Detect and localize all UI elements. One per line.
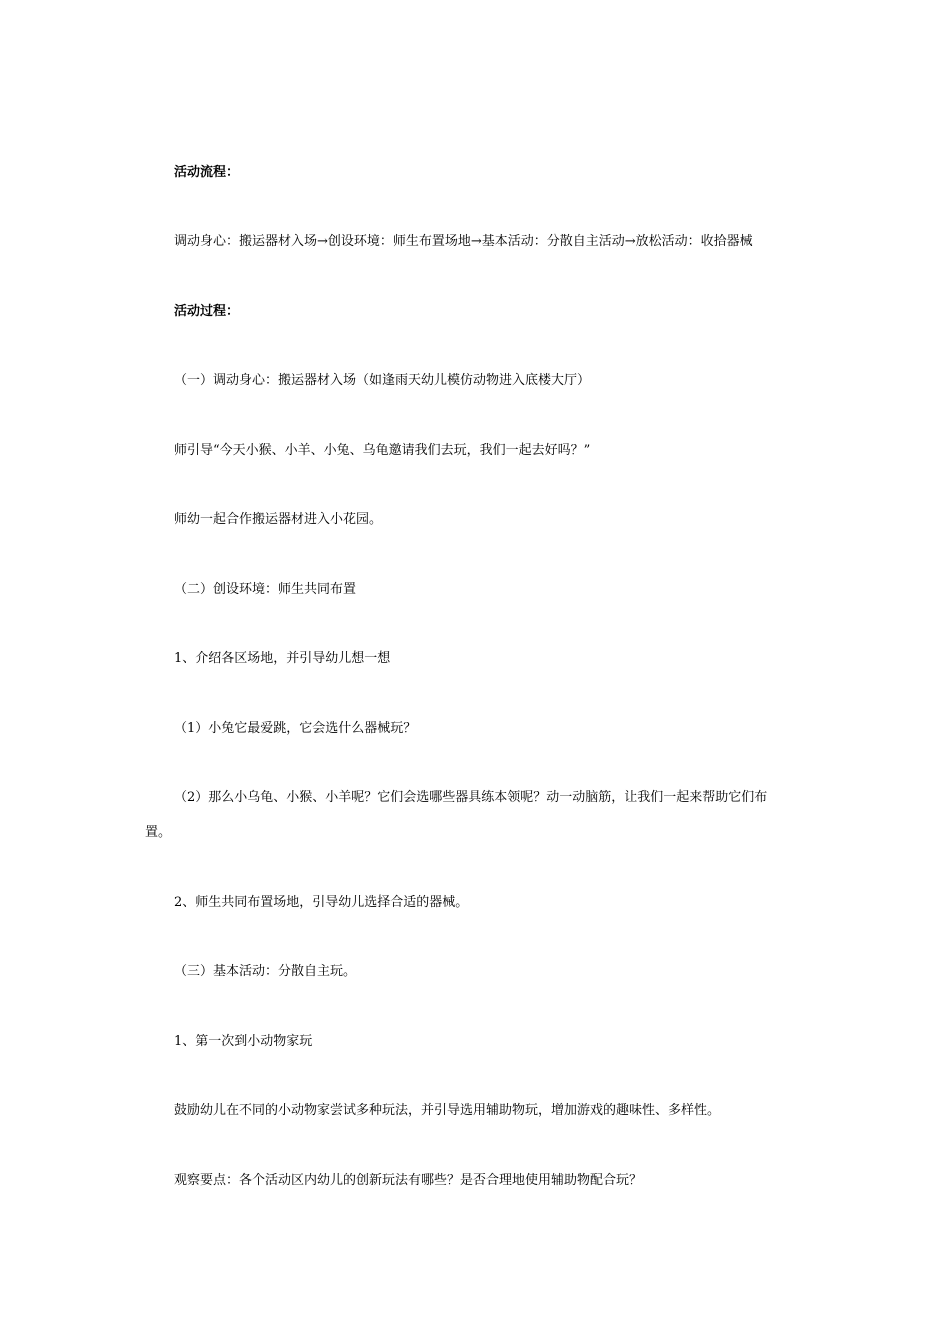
activity-flow-text: 调动身心：搬运器材入场→创设环境：师生布置场地→基本活动：分散自主活动→放松活动：收拾器械 [174, 234, 753, 249]
section-1-paragraph-2: 师幼一起合作搬运器材进入小花园。 [174, 512, 383, 527]
heading-activity-process: 活动过程： [174, 304, 240, 319]
section-2-item-1-question-2-line-1: （2）那么小乌龟、小猴、小羊呢？它们会选哪些器具练本领呢？动一动脑筋，让我们一起来帮助它们布 [174, 790, 768, 805]
section-2-item-1: 1、介绍各区场地，并引导幼儿想一想 [174, 651, 391, 666]
section-2-item-1-question-2-line-2: 置。 [145, 825, 172, 840]
section-3-item-1: 1、第一次到小动物家玩 [174, 1034, 313, 1049]
heading-activity-flow: 活动流程： [174, 165, 240, 180]
section-1-title: （一）调动身心：搬运器材入场（如逢雨天幼儿模仿动物进入底楼大厅） [174, 373, 591, 388]
section-2-title: （二）创设环境：师生共同布置 [174, 582, 357, 597]
section-1-paragraph-1: 师引导“今天小猴、小羊、小兔、乌龟邀请我们去玩，我们一起去好吗？” [174, 443, 591, 458]
section-3-title: （三）基本活动：分散自主玩。 [174, 964, 357, 979]
section-3-item-1-paragraph-2: 观察要点：各个活动区内幼儿的创新玩法有哪些？是否合理地使用辅助物配合玩？ [174, 1173, 643, 1188]
section-2-item-1-question-1: （1）小兔它最爱跳，它会选什么器械玩？ [174, 721, 417, 736]
section-3-item-1-paragraph-1: 鼓励幼儿在不同的小动物家尝试多种玩法，并引导选用辅助物玩，增加游戏的趣味性、多样性。 [174, 1103, 721, 1118]
section-2-item-2: 2、师生共同布置场地，引导幼儿选择合适的器械。 [174, 895, 469, 910]
